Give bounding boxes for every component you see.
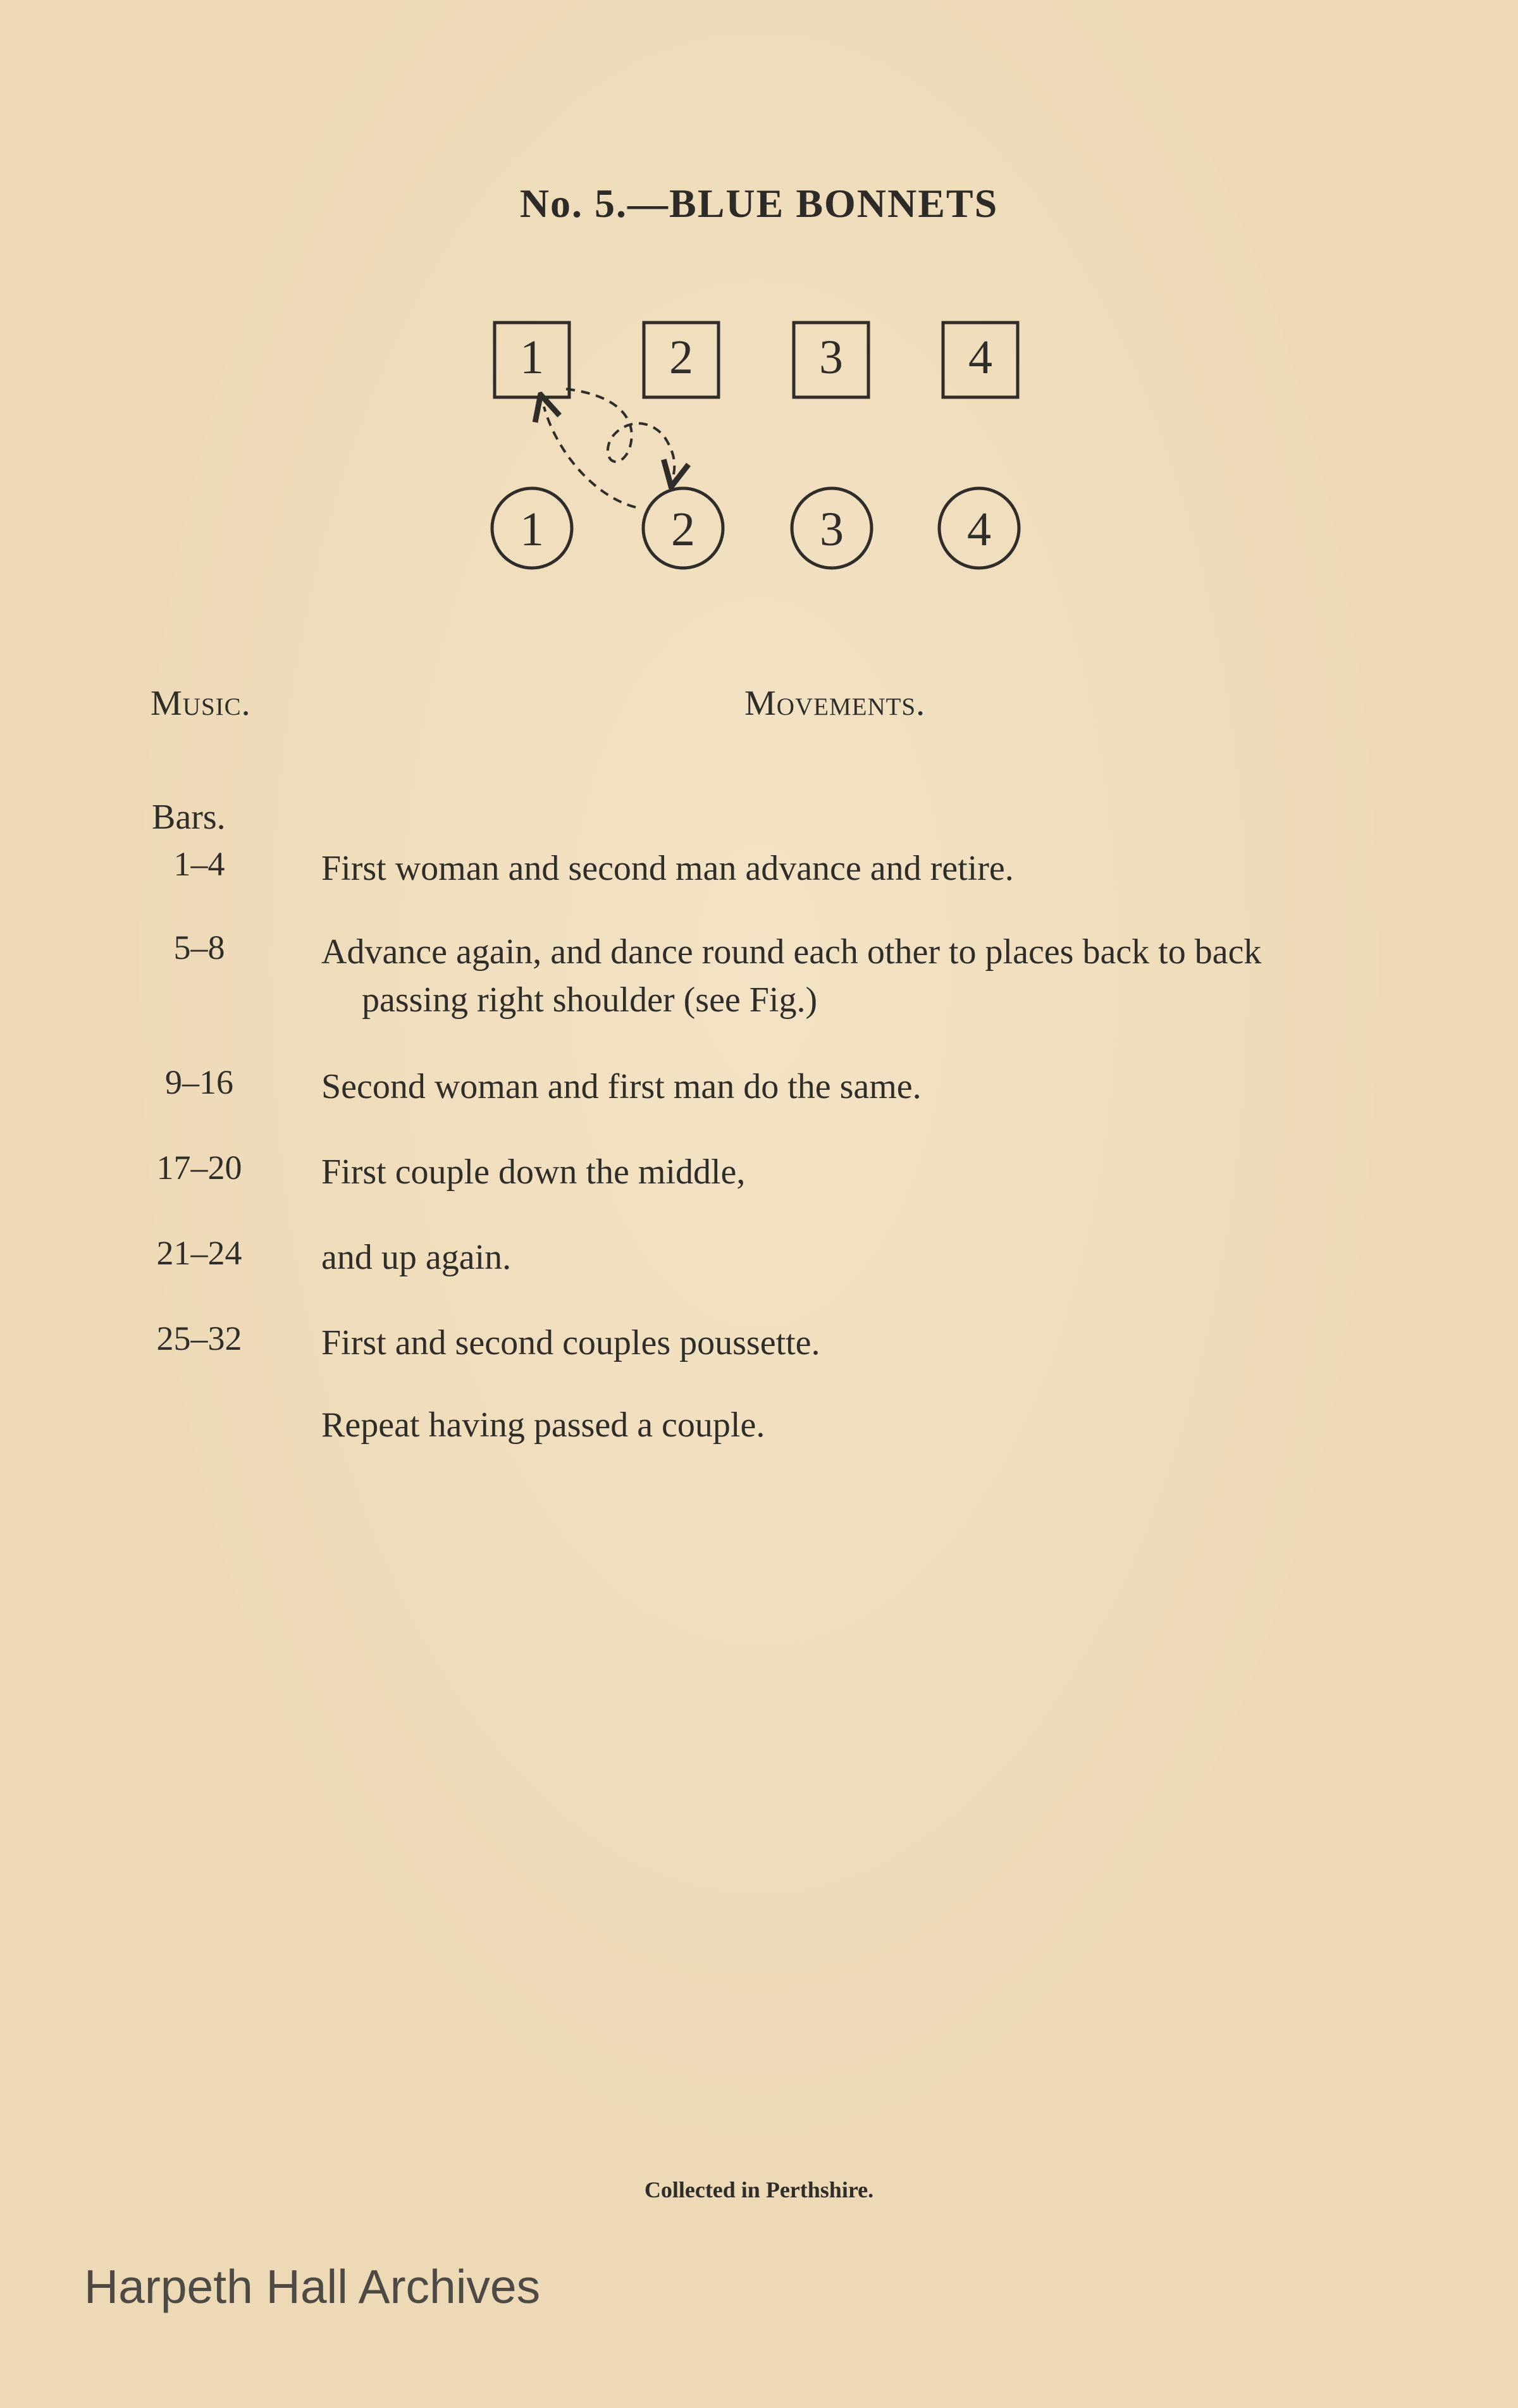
bar-range: 21–24 (156, 1234, 242, 1272)
bar-range: 25–32 (156, 1319, 242, 1357)
collection-note: Collected in Perthshire. (644, 2177, 874, 2202)
dance-formation-diagram (481, 313, 1050, 579)
movement-text: First woman and second man advance and retire. (321, 849, 1014, 888)
movement-text: First and second couples poussette. (321, 1323, 820, 1362)
movement-path-arrows (544, 389, 674, 507)
path-loop-arrow (566, 389, 674, 474)
man-position-3 (794, 323, 868, 397)
woman-position-2 (643, 488, 723, 568)
woman-position-4 (939, 488, 1019, 568)
woman-label-4: 4 (967, 503, 991, 556)
man-position-2 (644, 323, 719, 397)
movement-text: Repeat having passed a couple. (321, 1405, 765, 1445)
movement-text-line-2: passing right shoulder (see Fig.) (362, 980, 818, 1020)
woman-label-2: 2 (671, 503, 695, 556)
bar-range: 9–16 (165, 1063, 233, 1101)
women-row (492, 488, 1019, 568)
path-to-man-1-arrow (544, 407, 636, 507)
woman-label-1: 1 (520, 503, 544, 556)
movement-text (321, 928, 1422, 1024)
man-label-2: 2 (669, 331, 693, 384)
bar-range: 1–4 (173, 845, 225, 883)
woman-label-3: 3 (820, 503, 844, 556)
archive-watermark: Harpeth Hall Archives (84, 2260, 541, 2313)
bar-range: 17–20 (156, 1149, 242, 1187)
man-label-4: 4 (968, 331, 992, 384)
movements-header: Movements. (744, 684, 926, 723)
man-position-1 (495, 323, 569, 397)
bar-range: 5–8 (173, 929, 225, 966)
man-position-4 (943, 323, 1018, 397)
page-title: No. 5.—BLUE BONNETS (519, 181, 999, 226)
movement-text: and up again. (321, 1238, 512, 1277)
woman-position-1 (492, 488, 572, 568)
movement-text: Second woman and first man do the same. (321, 1067, 922, 1106)
bars-label: Bars. (152, 798, 226, 837)
man-label-3: 3 (819, 331, 843, 384)
men-row (495, 323, 1018, 397)
music-header: Music. (151, 684, 251, 723)
movement-text-line-1: Advance again, and dance round each other to places back to back (321, 932, 1262, 972)
man-label-1: 1 (520, 331, 544, 384)
woman-position-3 (792, 488, 872, 568)
movement-text: First couple down the middle, (321, 1152, 746, 1192)
